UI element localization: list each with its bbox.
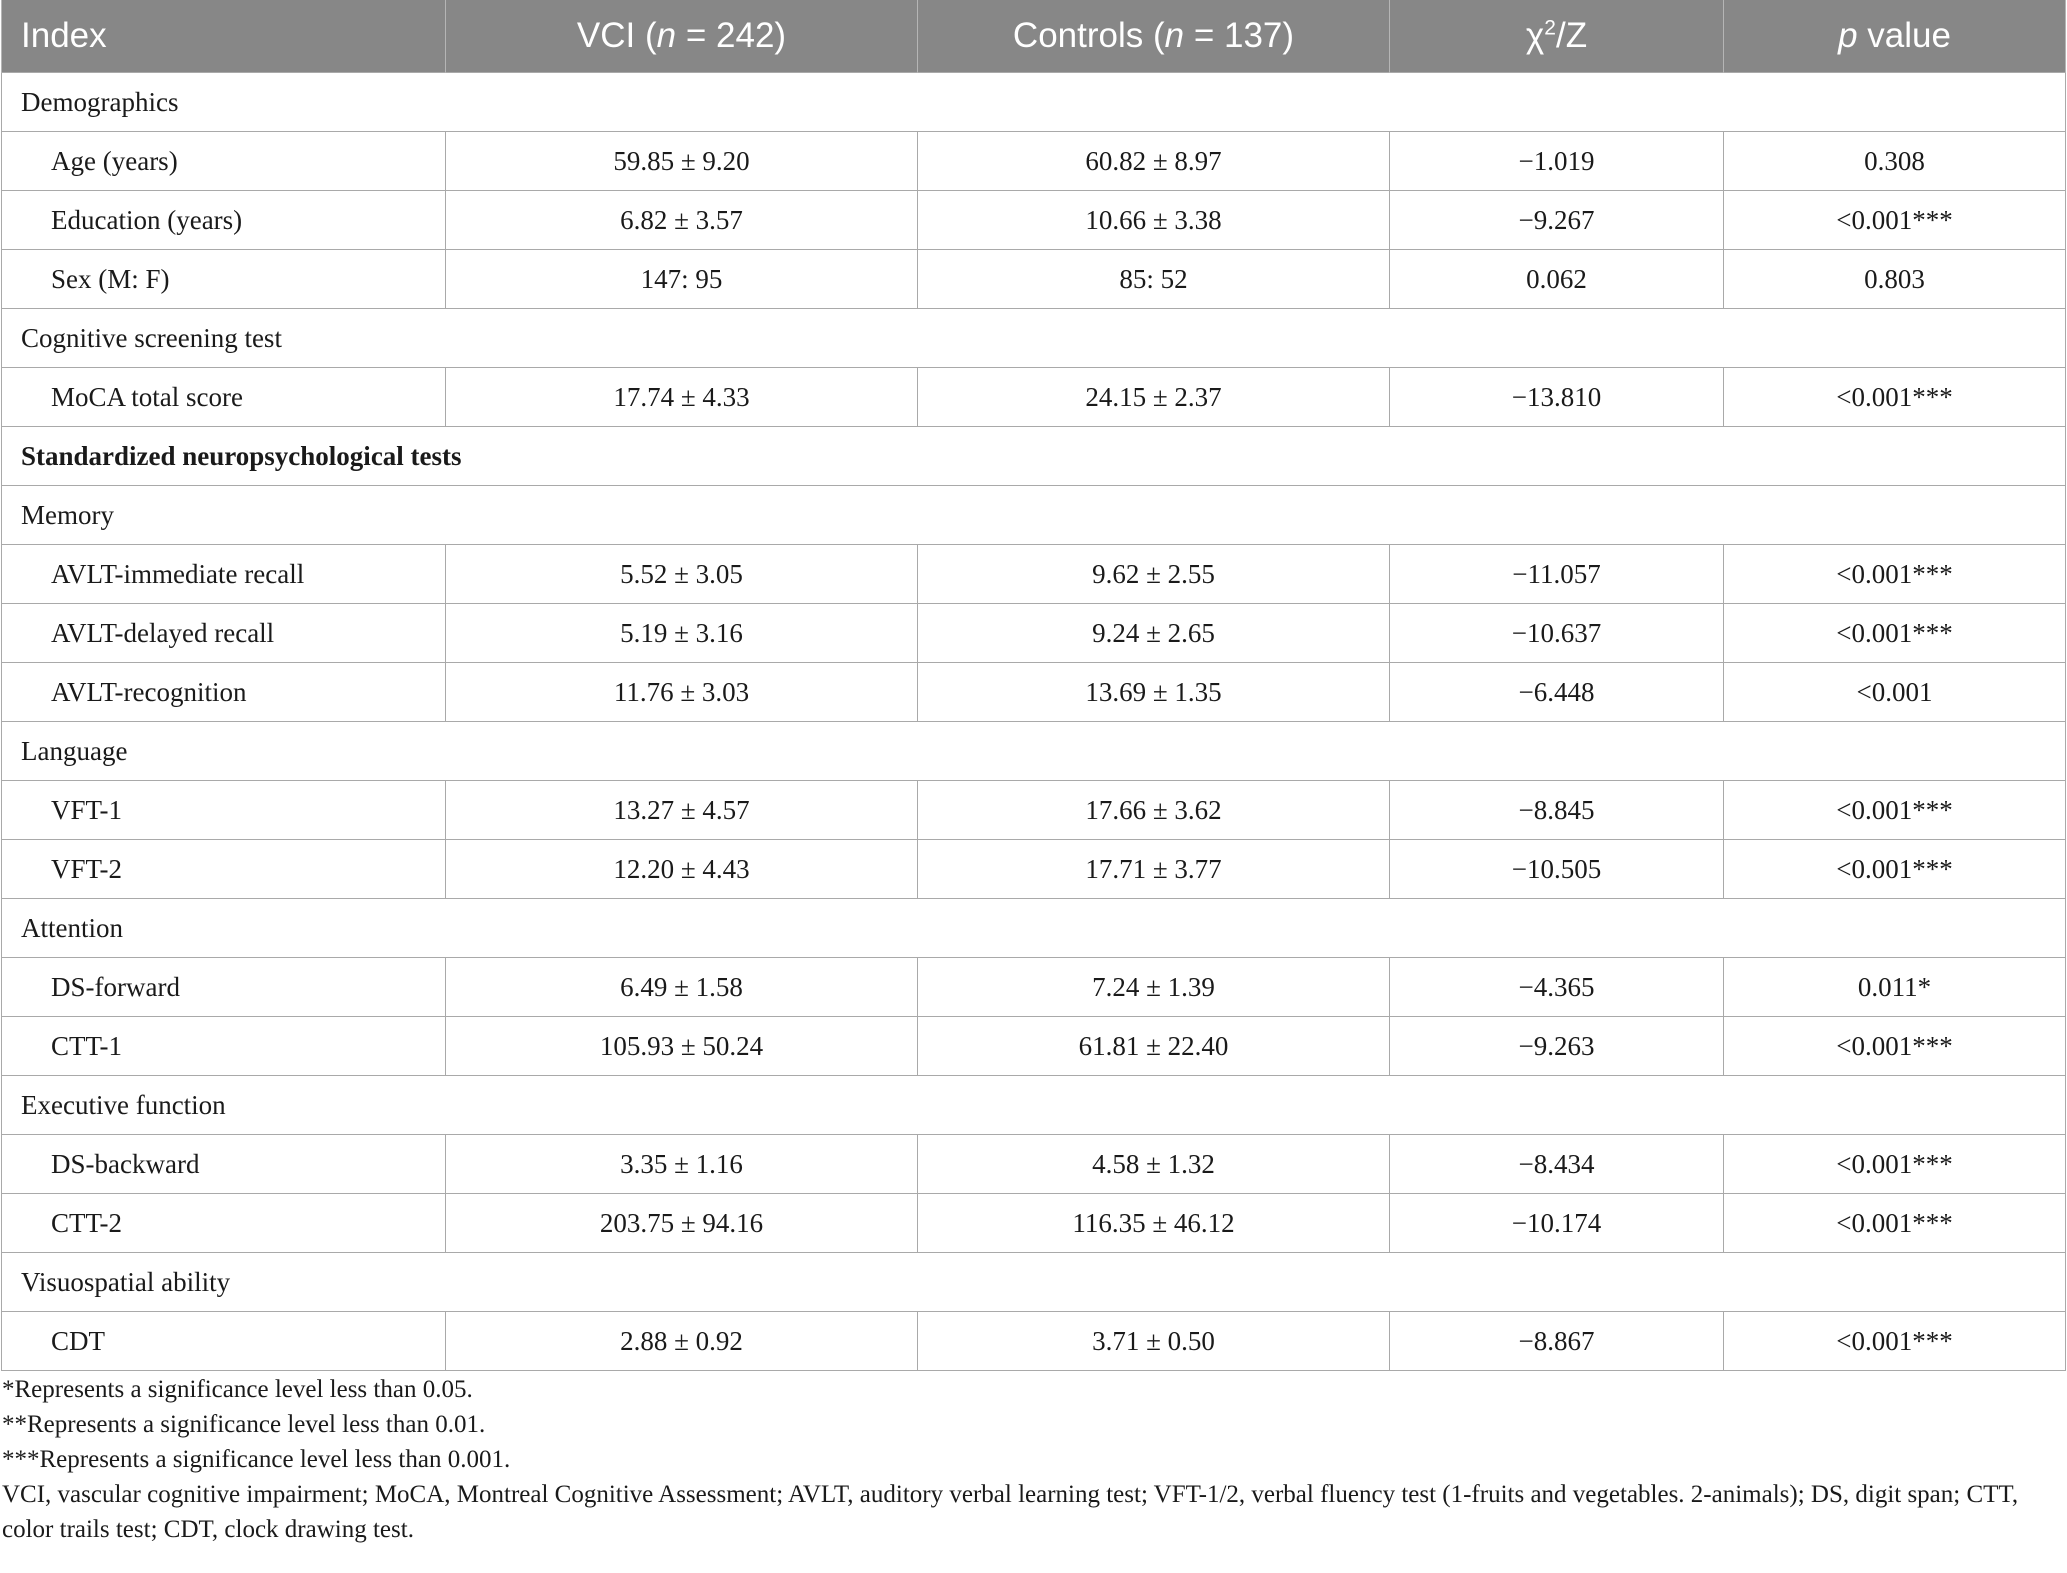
row-label: VFT-2 [2, 840, 446, 899]
cell-controls: 4.58 ± 1.32 [918, 1135, 1390, 1194]
section-row-standardized [2, 427, 2066, 486]
header-controls-n: n [1164, 16, 1185, 55]
section-row-language [2, 722, 2066, 781]
table-row-sex [2, 250, 2066, 309]
header-stat-post: /Z [1555, 16, 1588, 55]
cell-controls: 17.71 ± 3.77 [918, 840, 1390, 899]
table-row-ds-forward [2, 958, 2066, 1017]
cell-stat: −13.810 [1390, 368, 1724, 427]
section-row-executive [2, 1076, 2066, 1135]
footnote-significance-0001: ***Represents a significance level less than 0.001. [2, 1446, 511, 1473]
table-row-ctt1 [2, 1017, 2066, 1076]
cell-vci: 11.76 ± 3.03 [446, 663, 918, 722]
cell-vci: 5.19 ± 3.16 [446, 604, 918, 663]
cell-controls: 85: 52 [918, 250, 1390, 309]
section-label: Memory [2, 486, 2066, 545]
row-label: Sex (M: F) [2, 250, 446, 309]
row-label: AVLT-recognition [2, 663, 446, 722]
header-stat-sup: 2 [1544, 16, 1556, 40]
cell-pvalue: <0.001*** [1724, 604, 2066, 663]
cell-stat: 0.062 [1390, 250, 1724, 309]
table-row-ds-backward [2, 1135, 2066, 1194]
cell-stat: −10.637 [1390, 604, 1724, 663]
cell-vci: 6.82 ± 3.57 [446, 191, 918, 250]
cell-vci: 3.35 ± 1.16 [446, 1135, 918, 1194]
header-vci [446, 0, 918, 73]
row-label: MoCA total score [2, 368, 446, 427]
cell-controls: 7.24 ± 1.39 [918, 958, 1390, 1017]
cell-vci: 59.85 ± 9.20 [446, 132, 918, 191]
cell-controls: 61.81 ± 22.40 [918, 1017, 1390, 1076]
section-row-attention [2, 899, 2066, 958]
footnote-abbreviations: VCI, vascular cognitive impairment; MoCA, Montreal Cognitive Assessment; AVLT, auditory verbal learning test; VFT-1/2, verbal fluency test (1-fruits and vegetables. 2-animals); DS, digit span; CTT, color trails test; CDT, clock drawing test. [2, 1481, 2019, 1543]
table-row-moca [2, 368, 2066, 427]
cell-controls: 10.66 ± 3.38 [918, 191, 1390, 250]
header-vci-pre: VCI ( [576, 16, 657, 55]
section-label: Cognitive screening test [2, 309, 2066, 368]
cell-vci: 105.93 ± 50.24 [446, 1017, 918, 1076]
header-pvalue [1724, 0, 2066, 73]
section-label: Visuospatial ability [2, 1253, 2066, 1312]
cell-pvalue: <0.001*** [1724, 368, 2066, 427]
cell-stat: −4.365 [1390, 958, 1724, 1017]
header-vci-post: = 242) [676, 16, 787, 55]
cell-vci: 17.74 ± 4.33 [446, 368, 918, 427]
section-label: Executive function [2, 1076, 2066, 1135]
cell-controls: 3.71 ± 0.50 [918, 1312, 1390, 1371]
cell-vci: 12.20 ± 4.43 [446, 840, 918, 899]
cell-controls: 116.35 ± 46.12 [918, 1194, 1390, 1253]
section-row-visuospatial [2, 1253, 2066, 1312]
cell-stat: −6.448 [1390, 663, 1724, 722]
cell-pvalue: <0.001*** [1724, 840, 2066, 899]
row-label: DS-backward [2, 1135, 446, 1194]
header-controls [918, 0, 1390, 73]
row-label: VFT-1 [2, 781, 446, 840]
row-label: Education (years) [2, 191, 446, 250]
table-row-ctt2 [2, 1194, 2066, 1253]
cell-pvalue: 0.803 [1724, 250, 2066, 309]
table-row-vft2 [2, 840, 2066, 899]
cell-pvalue: <0.001*** [1724, 1135, 2066, 1194]
section-label: Language [2, 722, 2066, 781]
cell-stat: −11.057 [1390, 545, 1724, 604]
row-label: CTT-2 [2, 1194, 446, 1253]
cell-stat: −8.867 [1390, 1312, 1724, 1371]
cell-pvalue: <0.001*** [1724, 1017, 2066, 1076]
section-row-screening [2, 309, 2066, 368]
cell-pvalue: <0.001*** [1724, 191, 2066, 250]
cell-vci: 2.88 ± 0.92 [446, 1312, 918, 1371]
table-row-education [2, 191, 2066, 250]
cell-controls: 24.15 ± 2.37 [918, 368, 1390, 427]
table-row-avlt-immediate [2, 545, 2066, 604]
section-label: Demographics [2, 73, 2066, 132]
row-label: CDT [2, 1312, 446, 1371]
cell-stat: −9.263 [1390, 1017, 1724, 1076]
header-pvalue-p: p [1838, 16, 1858, 55]
cell-vci: 6.49 ± 1.58 [446, 958, 918, 1017]
header-controls-pre: Controls ( [1012, 16, 1165, 55]
cell-vci: 147: 95 [446, 250, 918, 309]
cell-stat: −10.174 [1390, 1194, 1724, 1253]
table-row-cdt [2, 1312, 2066, 1371]
header-controls-post: = 137) [1184, 16, 1295, 55]
header-pvalue-post: value [1857, 16, 1951, 55]
footnote-significance-005: *Represents a significance level less than 0.05. [2, 1376, 473, 1403]
row-label: AVLT-immediate recall [2, 545, 446, 604]
table-row-age [2, 132, 2066, 191]
section-row-memory [2, 486, 2066, 545]
cell-pvalue: <0.001*** [1724, 545, 2066, 604]
table-header [2, 0, 2066, 73]
cell-pvalue: <0.001*** [1724, 781, 2066, 840]
cell-controls: 60.82 ± 8.97 [918, 132, 1390, 191]
cell-pvalue: 0.011* [1724, 958, 2066, 1017]
section-label: Standardized neuropsychological tests [2, 427, 2066, 486]
cell-controls: 17.66 ± 3.62 [918, 781, 1390, 840]
cell-controls: 9.24 ± 2.65 [918, 604, 1390, 663]
cell-vci: 203.75 ± 94.16 [446, 1194, 918, 1253]
row-label: AVLT-delayed recall [2, 604, 446, 663]
table-row-avlt-recognition [2, 663, 2066, 722]
header-row [2, 0, 2066, 73]
row-label: DS-forward [2, 958, 446, 1017]
cell-pvalue: <0.001*** [1724, 1194, 2066, 1253]
cell-stat: −8.434 [1390, 1135, 1724, 1194]
footnote-significance-001: **Represents a significance level less than 0.01. [2, 1411, 486, 1438]
cell-stat: −9.267 [1390, 191, 1724, 250]
header-stat [1390, 0, 1724, 73]
header-vci-n: n [656, 16, 677, 55]
section-label: Attention [2, 899, 2066, 958]
table-row-vft1 [2, 781, 2066, 840]
cell-stat: −10.505 [1390, 840, 1724, 899]
row-label: Age (years) [2, 132, 446, 191]
cell-pvalue: 0.308 [1724, 132, 2066, 191]
header-index: Index [2, 0, 446, 73]
cell-pvalue: <0.001 [1724, 663, 2066, 722]
row-label: CTT-1 [2, 1017, 446, 1076]
cell-pvalue: <0.001*** [1724, 1312, 2066, 1371]
table-footnotes [2, 1372, 2062, 1547]
cell-stat: −8.845 [1390, 781, 1724, 840]
cell-controls: 13.69 ± 1.35 [918, 663, 1390, 722]
table-row-avlt-delayed [2, 604, 2066, 663]
cell-stat: −1.019 [1390, 132, 1724, 191]
cell-controls: 9.62 ± 2.55 [918, 545, 1390, 604]
cell-vci: 5.52 ± 3.05 [446, 545, 918, 604]
results-table [1, 0, 2066, 1371]
cell-vci: 13.27 ± 4.57 [446, 781, 918, 840]
header-stat-chi: χ [1525, 16, 1545, 55]
table-body [2, 73, 2066, 1371]
section-row-demographics [2, 73, 2066, 132]
